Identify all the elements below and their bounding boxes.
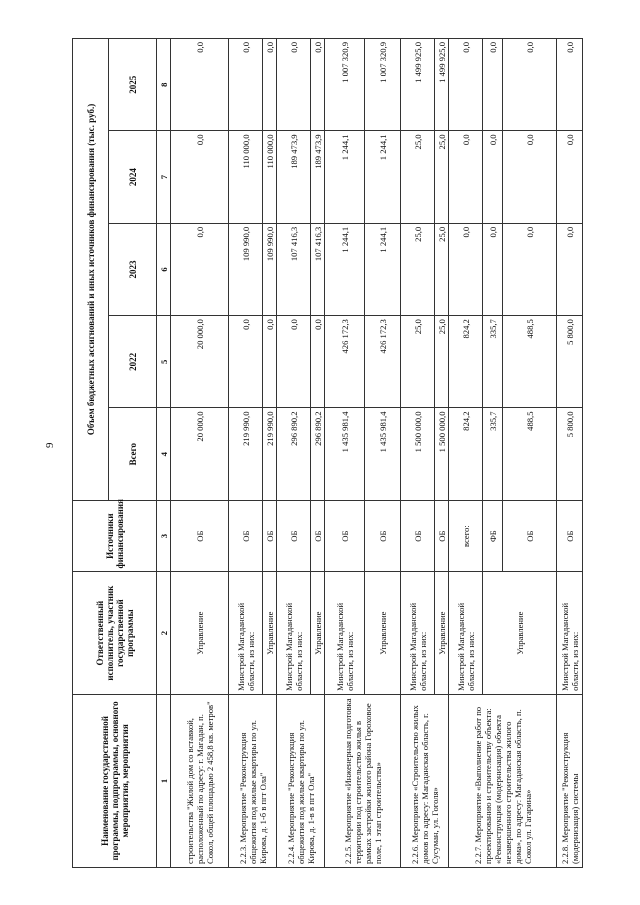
executor-cell: Минстрой Магаданской области, из них: [325,572,365,694]
value-total: 296 890,2 [311,408,325,500]
column-index: 5 [157,316,171,408]
measure-name: 2.2.4. Мероприятие "Реконструкция общежития под жилые квартиры по ул. Кирова, д. 1-в в пгт Ола" [277,694,325,867]
column-index: 1 [157,694,171,867]
source-cell: ОБ [557,500,583,572]
column-index: 4 [157,408,171,500]
header-year: 2022 [109,316,157,408]
value-2024: 0,0 [557,131,583,223]
value-2024: 1 244,1 [325,131,365,223]
value-2025: 0,0 [449,39,483,131]
value-2022: 335,7 [483,316,503,408]
column-index: 3 [157,500,171,572]
table-row [171,39,229,868]
source-cell: ОБ [229,500,263,572]
executor-cell: Управление [311,572,325,694]
value-2024: 0,0 [503,131,557,223]
header-source: Источники финансирования [73,500,157,572]
value-2024: 110 000,0 [263,131,277,223]
value-2024: 189 473,9 [277,131,311,223]
value-2022: 426 172,3 [365,316,401,408]
value-2025: 0,0 [311,39,325,131]
header-total: Всего [109,408,157,500]
executor-cell: Управление [171,572,229,694]
value-total: 219 990,0 [229,408,263,500]
page-number: 9 [44,442,56,448]
header-year: 2024 [109,131,157,223]
column-index: 2 [157,572,171,694]
column-index: 7 [157,131,171,223]
executor-cell: Минстрой Магаданской области, из них: [449,572,483,694]
source-cell: ФБ [483,500,503,572]
measure-name: 2.2.5. Мероприятие «Инженерная подготовка территории под строительство жилья в рамках застройки жилого района Гороховое поле, 1 этап строительства» [325,694,401,867]
measure-name: 2.2.8. Мероприятие "Реконструкция (модернизация) системы [557,694,583,867]
source-cell: ОБ [365,500,401,572]
value-2025: 0,0 [263,39,277,131]
value-2024: 0,0 [171,131,229,223]
value-total: 1 435 981,4 [365,408,401,500]
value-total: 5 800,0 [557,408,583,500]
table-row [557,39,583,868]
financing-table [72,38,583,868]
value-2022: 25,0 [401,316,435,408]
value-2025: 1 007 320,9 [365,39,401,131]
value-2024: 25,0 [401,131,435,223]
table-row [401,39,435,868]
value-2023: 1 244,1 [325,223,365,315]
executor-cell: Управление [365,572,401,694]
value-2022: 0,0 [229,316,263,408]
value-2023: 0,0 [503,223,557,315]
source-cell: ОБ [325,500,365,572]
measure-name: 2.2.7. Мероприятие «Выполнение работ по проектированию и строительству объекта: «Реконструкция (модернизация) объекта незавершенного строительства жилого дома», по адресу: Магаданская область, п. Сокол ул. Гагарина» [449,694,557,867]
column-index: 6 [157,223,171,315]
source-cell: ОБ [277,500,311,572]
column-index: 8 [157,39,171,131]
rotated-page-content [72,38,608,868]
value-2024: 0,0 [483,131,503,223]
value-2024: 0,0 [449,131,483,223]
value-total: 1 435 981,4 [325,408,365,500]
value-2022: 0,0 [263,316,277,408]
source-cell: ОБ [171,500,229,572]
header-year: 2023 [109,223,157,315]
executor-cell: Управление [435,572,449,694]
value-2022: 0,0 [277,316,311,408]
source-cell: ОБ [401,500,435,572]
measure-name: строительства "Жилой дом со вставкой, расположенный по адресу: г. Магадан, п. Сокол, общей площадью 2 458,8 кв. метров" [171,694,229,867]
executor-cell: Минстрой Магаданской области, из них: [557,572,583,694]
value-2023: 109 990,0 [229,223,263,315]
value-total: 219 990,0 [263,408,277,500]
value-2022: 0,0 [311,316,325,408]
measure-name: 2.2.3. Мероприятие "Реконструкция общежития под жилые квартиры по ул. Кирова, д. 1-б в пгт Ола" [229,694,277,867]
value-total: 1 500 000,0 [401,408,435,500]
table-row [325,39,365,868]
value-2025: 1 007 320,9 [325,39,365,131]
value-2025: 1 499 925,0 [435,39,449,131]
value-2022: 488,5 [503,316,557,408]
value-2023: 0,0 [171,223,229,315]
value-2022: 20 000,0 [171,316,229,408]
value-total: 824,2 [449,408,483,500]
value-total: 335,7 [483,408,503,500]
executor-cell: Управление [483,572,557,694]
value-2025: 0,0 [277,39,311,131]
table-row [449,39,483,868]
value-2022: 5 800,0 [557,316,583,408]
value-2022: 426 172,3 [325,316,365,408]
value-2023: 0,0 [449,223,483,315]
source-cell: ОБ [503,500,557,572]
value-2024: 1 244,1 [365,131,401,223]
header-financing-group: Объем бюджетных ассигнований и иных источников финансирования (тыс. руб.) [73,39,109,501]
executor-cell: Минстрой Магаданской области, из них: [229,572,263,694]
value-2025: 0,0 [171,39,229,131]
header-executor: Ответственный исполнитель, участник государственной программы [73,572,157,694]
table-row [229,39,263,868]
value-2024: 25,0 [435,131,449,223]
value-total: 488,5 [503,408,557,500]
source-cell: ОБ [435,500,449,572]
executor-cell: Минстрой Магаданской области, из них: [277,572,311,694]
value-2025: 0,0 [503,39,557,131]
value-2023: 109 990,0 [263,223,277,315]
value-2025: 0,0 [229,39,263,131]
source-cell: всего: [449,500,483,572]
executor-cell: Минстрой Магаданской области, из них: [401,572,435,694]
value-2023: 0,0 [557,223,583,315]
source-cell: ОБ [311,500,325,572]
value-2025: 0,0 [557,39,583,131]
value-2024: 110 000,0 [229,131,263,223]
value-2023: 0,0 [483,223,503,315]
value-2023: 25,0 [435,223,449,315]
value-2025: 0,0 [483,39,503,131]
value-2022: 824,2 [449,316,483,408]
value-2023: 25,0 [401,223,435,315]
header-year: 2025 [109,39,157,131]
value-2025: 1 499 925,0 [401,39,435,131]
table-row [277,39,311,868]
value-2023: 107 416,3 [277,223,311,315]
source-cell: ОБ [263,500,277,572]
measure-name: 2.2.6. Мероприятие «Строительство жилых домов по адресу: Магаданская область, г. Сусуман, ул. Гоголя» [401,694,449,867]
executor-cell: Управление [263,572,277,694]
value-2022: 25,0 [435,316,449,408]
value-total: 1 500 000,0 [435,408,449,500]
value-2023: 107 416,3 [311,223,325,315]
value-total: 20 000,0 [171,408,229,500]
value-total: 296 890,2 [277,408,311,500]
value-2023: 1 244,1 [365,223,401,315]
header-name: Наименование государственной программы, подпрограммы, основного мероприятия, мероприятия [73,694,157,867]
value-2024: 189 473,9 [311,131,325,223]
